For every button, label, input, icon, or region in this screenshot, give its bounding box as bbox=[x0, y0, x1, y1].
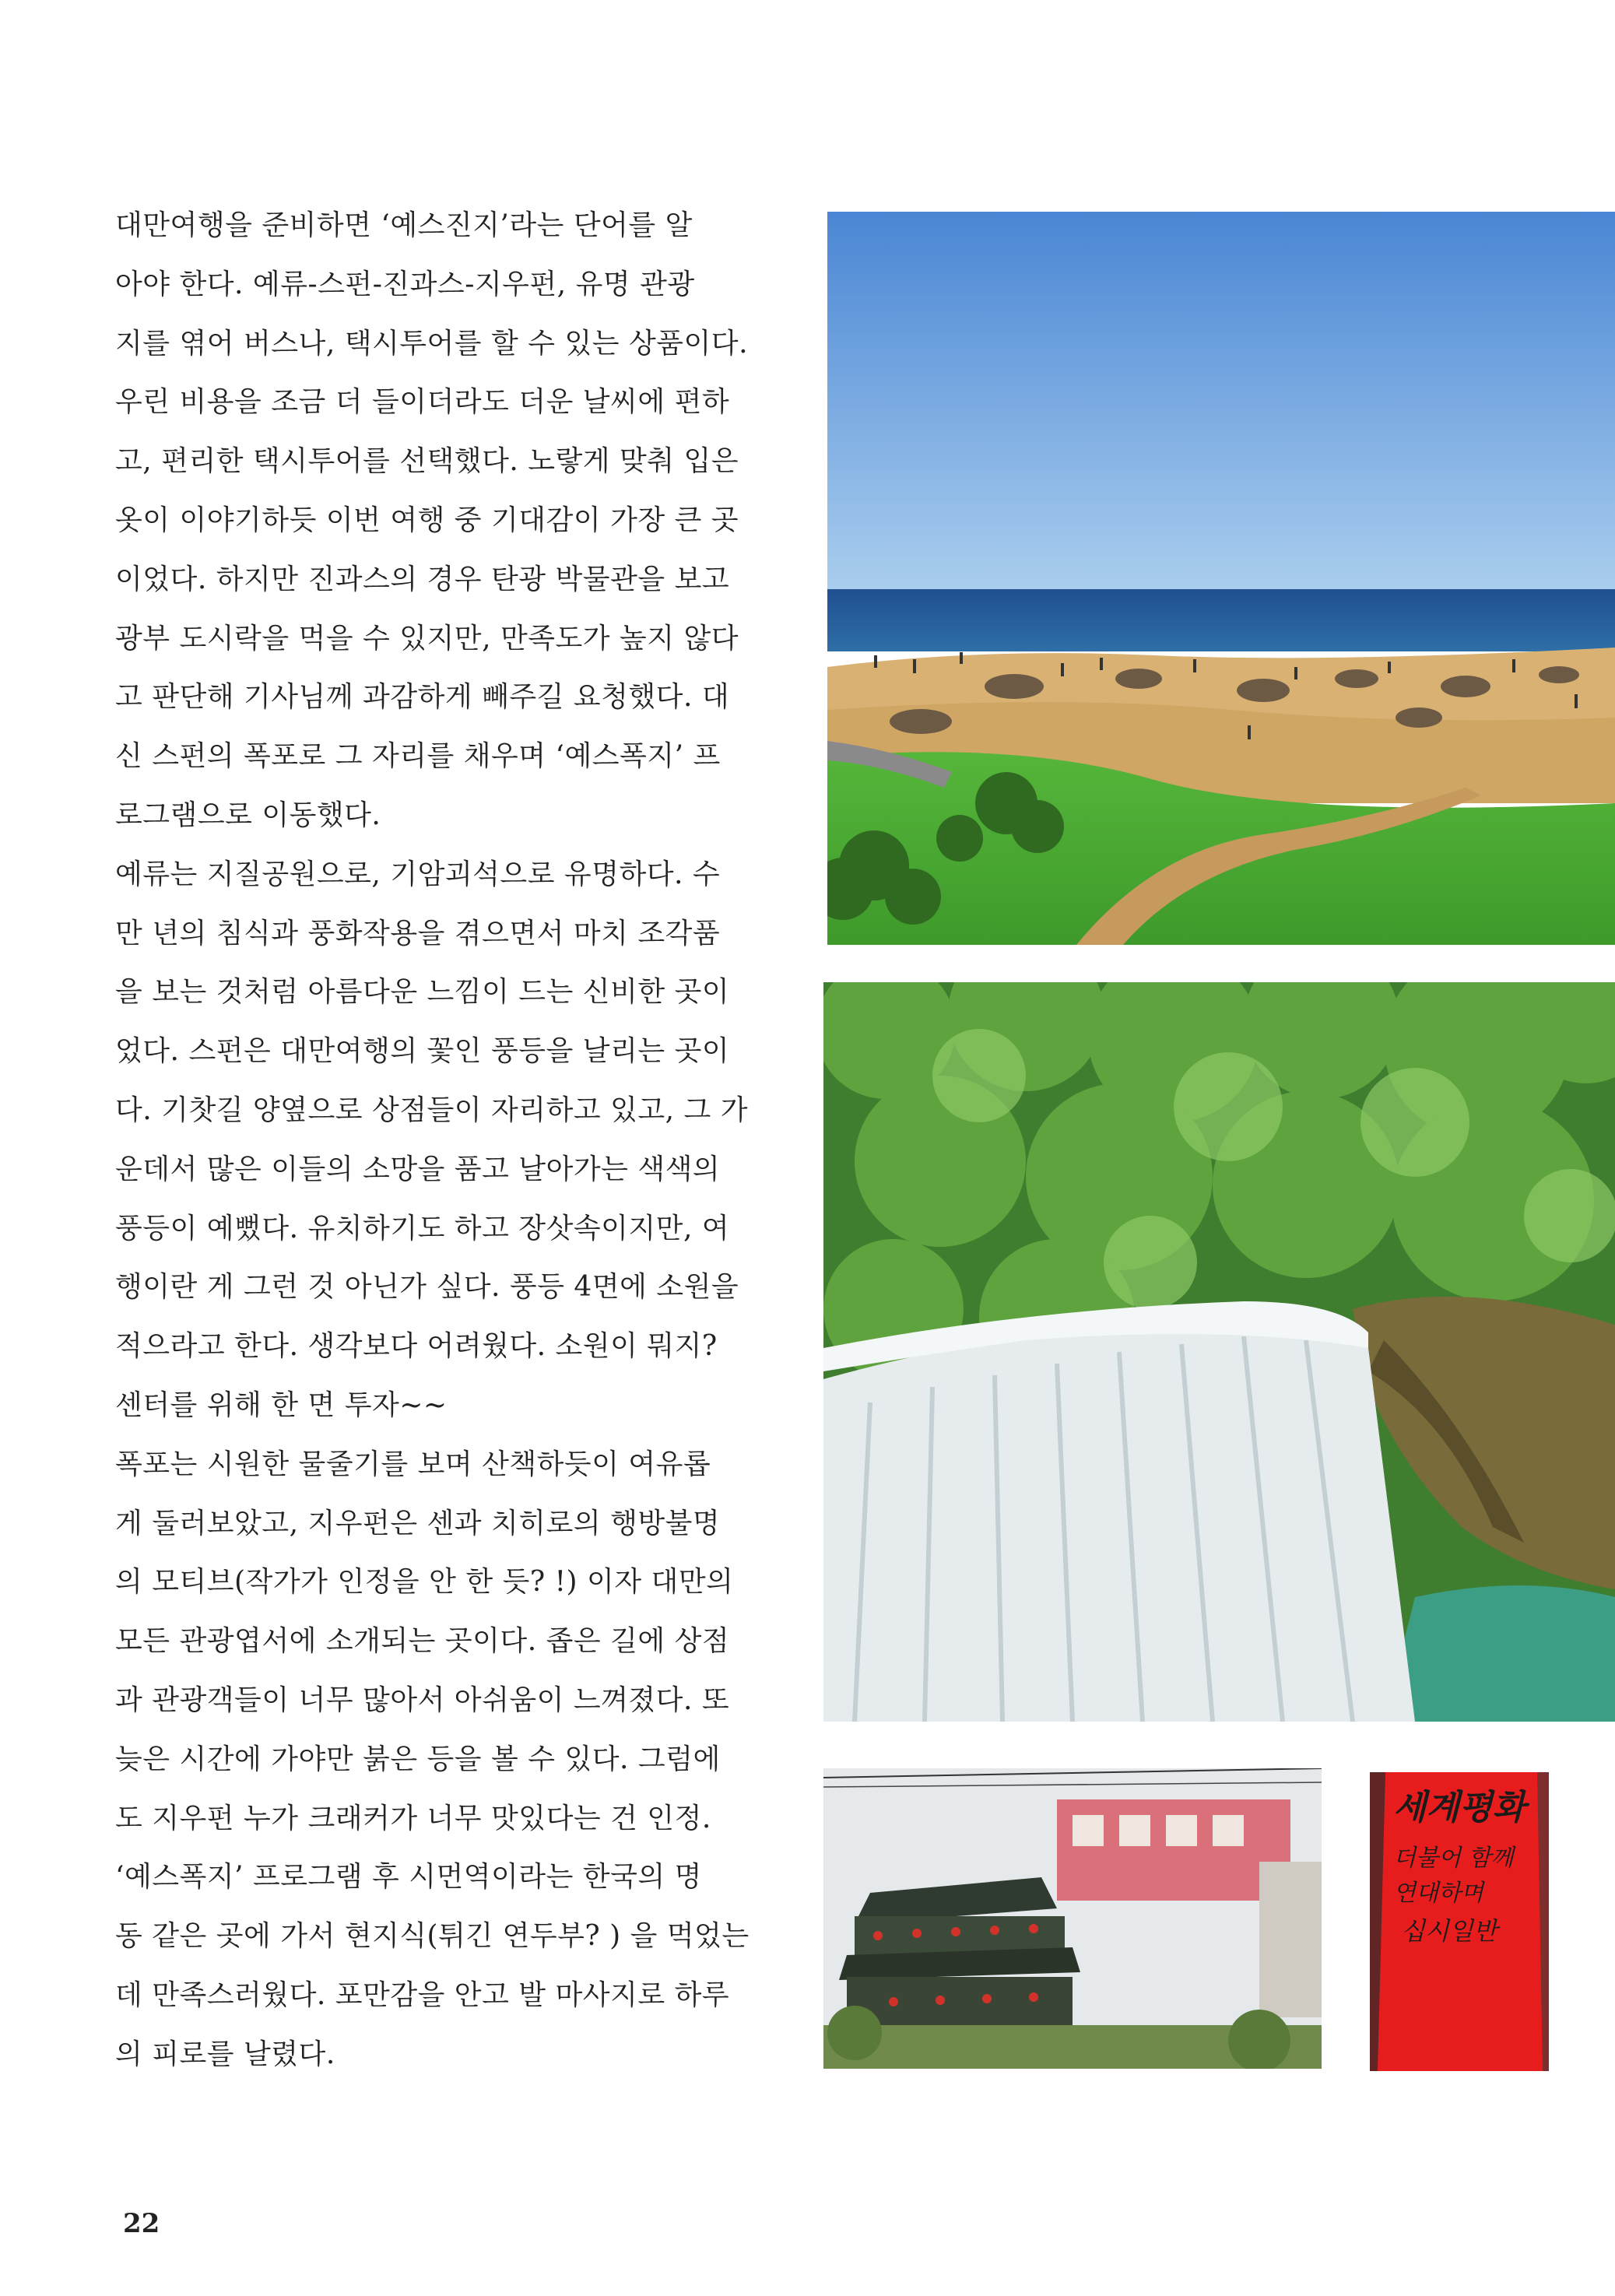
jiufen-teahouse-photo bbox=[823, 1768, 1322, 2069]
article-line: 대만여행을 준비하면 ‘예스진지’라는 단어를 알 bbox=[115, 209, 693, 241]
article-line: 신 스펀의 폭포로 그 자리를 채우며 ‘예스폭지’ 프 bbox=[115, 740, 721, 773]
lantern-wish: 세계평화 bbox=[1393, 1788, 1526, 1827]
yehliu-geopark-photo bbox=[827, 212, 1615, 945]
article-line: 의 모티브(작가가 인정을 안 한 듯? !) 이자 대만의 bbox=[115, 1566, 734, 1599]
article-line: 행이란 게 그런 것 아닌가 싶다. 풍등 4면에 소원을 bbox=[115, 1271, 739, 1304]
shifen-waterfall-photo bbox=[823, 982, 1615, 1722]
article-line: 폭포는 시원한 물줄기를 보며 산책하듯이 여유롭 bbox=[115, 1448, 711, 1480]
article-line: 모든 관광엽서에 소개되는 곳이다. 좁은 길에 상점 bbox=[115, 1625, 730, 1658]
article-line: 지를 엮어 버스나, 택시투어를 할 수 있는 상품이다. bbox=[115, 327, 749, 360]
article-line: 데 만족스러웠다. 포만감을 안고 발 마사지로 하루 bbox=[115, 1978, 730, 2011]
article-line: 운데서 많은 이들의 소망을 품고 날아가는 색색의 bbox=[115, 1153, 721, 1185]
article-line: 우린 비용을 조금 더 들이더라도 더운 날씨에 편하 bbox=[115, 386, 730, 419]
article-line: 센터를 위해 한 면 투자~~ bbox=[115, 1388, 448, 1421]
article-line: 늦은 시간에 가야만 붉은 등을 볼 수 있다. 그럼에 bbox=[115, 1743, 721, 1775]
article-line: 동 같은 곳에 가서 현지식(튀긴 연두부? ) 을 먹었는 bbox=[115, 1920, 750, 1953]
article-line: 로그램으로 이동했다. bbox=[115, 799, 381, 831]
article-line: 옷이 이야기하듯 이번 여행 중 기대감이 가장 큰 곳 bbox=[115, 504, 739, 536]
article-line: 만 년의 침식과 풍화작용을 겪으면서 마치 조각품 bbox=[115, 917, 721, 950]
article-line: 의 피로를 날렸다. bbox=[115, 2038, 335, 2070]
article-line: 도 지우펀 누가 크래커가 너무 맛있다는 건 인정. bbox=[115, 1802, 711, 1834]
article-line: 고, 편리한 택시투어를 선택했다. 노랗게 맞춰 입은 bbox=[115, 445, 739, 478]
article-line: ‘예스폭지’ 프로그램 후 시먼역이라는 한국의 명 bbox=[115, 1861, 702, 1894]
sky-lantern-photo bbox=[1370, 1772, 1549, 2071]
page-number: 22 bbox=[123, 2208, 160, 2239]
article-line: 이었다. 하지만 진과스의 경우 탄광 박물관을 보고 bbox=[115, 563, 730, 595]
article-line: 적으라고 한다. 생각보다 어려웠다. 소원이 뭐지? bbox=[115, 1330, 718, 1363]
lantern-wish: 연대하며 bbox=[1393, 1880, 1483, 1907]
lantern-wish: 더불어 함께 bbox=[1393, 1845, 1514, 1872]
article-body bbox=[115, 196, 761, 2084]
article-line: 과 관광객들이 너무 많아서 아쉬움이 느껴졌다. 또 bbox=[115, 1683, 730, 1716]
article-line: 고 판단해 기사님께 과감하게 빼주길 요청했다. 대 bbox=[115, 681, 730, 714]
article-line: 게 둘러보았고, 지우펀은 센과 치히로의 행방불명 bbox=[115, 1507, 721, 1539]
article-line: 광부 도시락을 먹을 수 있지만, 만족도가 높지 않다 bbox=[115, 622, 739, 655]
article-line: 다. 기찻길 양옆으로 상점들이 자리하고 있고, 그 가 bbox=[115, 1094, 749, 1126]
article-line: 풍등이 예뻤다. 유치하기도 하고 장삿속이지만, 여 bbox=[115, 1212, 730, 1245]
article-line: 었다. 스펀은 대만여행의 꽃인 풍등을 날리는 곳이 bbox=[115, 1035, 730, 1068]
lantern-wish: 십시일반 bbox=[1401, 1916, 1497, 1946]
article-line: 아야 한다. 예류-스펀-진과스-지우펀, 유명 관광 bbox=[115, 268, 695, 300]
article-line: 예류는 지질공원으로, 기암괴석으로 유명하다. 수 bbox=[115, 858, 721, 890]
article-line: 을 보는 것처럼 아름다운 느낌이 드는 신비한 곳이 bbox=[115, 976, 730, 1009]
